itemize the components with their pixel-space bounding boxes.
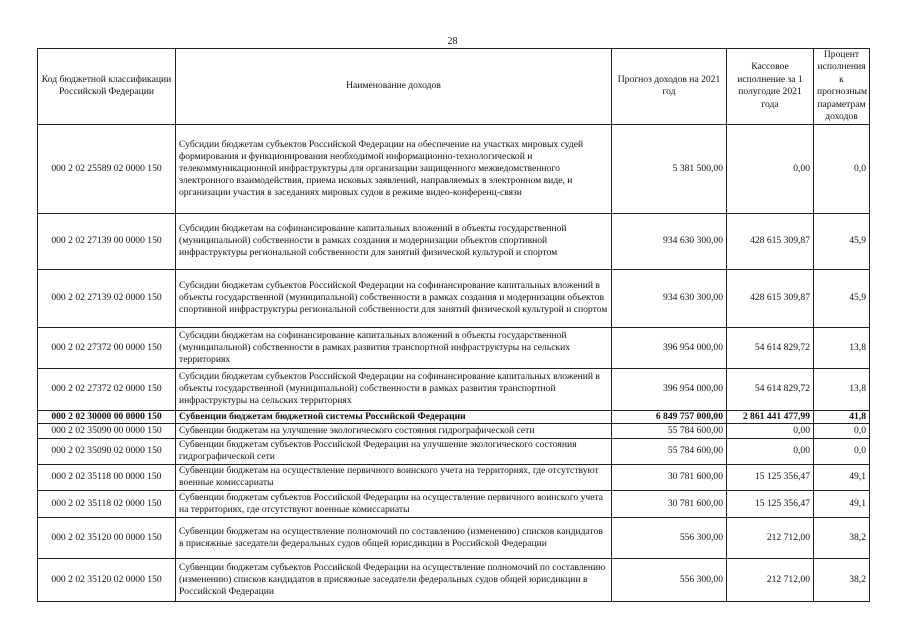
row-name: Субсидии бюджетам субъектов Российской Федерации на софинансирование капитальных вложений в объекты государственной (муниципальной) собственности в рамках создания и модернизации объектов спортивной инфраструктуры региональной собственности для занятий физической культурой и спортом [176,269,612,327]
table-row [38,213,870,269]
row-cash: 0,00 [727,423,814,438]
row-percent: 38,2 [814,517,870,558]
row-percent: 0,0 [814,438,870,464]
row-code: 000 2 02 27139 02 0000 150 [38,269,176,327]
row-cash: 2 861 441 477,99 [727,410,814,423]
table-row [38,438,870,464]
row-cash: 54 614 829,72 [727,368,814,410]
row-percent: 45,9 [814,213,870,269]
row-name: Субвенции бюджетам субъектов Российской Федерации на осуществление полномочий по составлению (изменению) списков кандидатов в присяжные заседатели федеральных судов общей юрисдикции в Российской Федерации [176,558,612,601]
row-cash: 428 615 309,87 [727,269,814,327]
row-forecast: 6 849 757 000,00 [612,410,727,423]
row-percent: 41,8 [814,410,870,423]
row-forecast: 556 300,00 [612,517,727,558]
row-code: 000 2 02 35118 00 0000 150 [38,464,176,490]
table-row [38,464,870,490]
row-code: 000 2 02 35090 00 0000 150 [38,423,176,438]
row-forecast: 30 781 600,00 [612,464,727,490]
row-cash: 428 615 309,87 [727,213,814,269]
row-name: Субвенции бюджетам бюджетной системы Российской Федерации [176,410,612,423]
table-row [38,410,870,423]
row-name: Субсидии бюджетам субъектов Российской Федерации на обеспечение на участках мировых судей формирования и функционирования необходимой информационно-технологической и телекоммуникационной инфраструктуры для организации защищенного межведомственного электронного взаимодействия, приема исковых заявлений, направляемых в электронном виде, и организации участия в заседаниях мировых судов в режиме видео-конференц-связи [176,124,612,213]
row-forecast: 934 630 300,00 [612,269,727,327]
table-row [38,327,870,368]
table-header-row [38,49,870,125]
row-code: 000 2 02 35120 00 0000 150 [38,517,176,558]
row-name: Субвенции бюджетам на улучшение экологического состояния гидрографической сети [176,423,612,438]
row-code: 000 2 02 30000 00 0000 150 [38,410,176,423]
header-cash: Кассовое исполнение за 1 полугодие 2021 года [727,49,814,125]
revenue-table [37,48,870,602]
row-forecast: 30 781 600,00 [612,490,727,517]
page-number: 28 [447,36,458,47]
row-percent: 0,0 [814,124,870,213]
row-cash: 15 125 356,47 [727,490,814,517]
row-forecast: 55 784 600,00 [612,423,727,438]
row-cash: 0,00 [727,124,814,213]
header-name: Наименование доходов [176,49,612,125]
row-percent: 13,8 [814,327,870,368]
row-forecast: 55 784 600,00 [612,438,727,464]
row-name: Субвенции бюджетам на осуществление полномочий по составлению (изменению) списков кандидатов в присяжные заседатели федеральных судов общей юрисдикции в Российской Федерации [176,517,612,558]
row-code: 000 2 02 27372 02 0000 150 [38,368,176,410]
table-row [38,517,870,558]
row-code: 000 2 02 25589 02 0000 150 [38,124,176,213]
row-code: 000 2 02 27139 00 0000 150 [38,213,176,269]
row-code: 000 2 02 35120 02 0000 150 [38,558,176,601]
row-name: Субвенции бюджетам субъектов Российской Федерации на улучшение экологического состояния гидрографической сети [176,438,612,464]
table-row [38,423,870,438]
row-percent: 0,0 [814,423,870,438]
header-code: Код бюджетной классификации Российской Федерации [38,49,176,125]
row-forecast: 396 954 000,00 [612,327,727,368]
row-code: 000 2 02 27372 00 0000 150 [38,327,176,368]
row-name: Субвенции бюджетам субъектов Российской Федерации на осуществление первичного воинского учета на территориях, где отсутствуют военные комиссариаты [176,490,612,517]
row-code: 000 2 02 35118 02 0000 150 [38,490,176,517]
table-body [38,124,870,601]
header-forecast: Прогноз доходов на 2021 год [612,49,727,125]
row-code: 000 2 02 35090 02 0000 150 [38,438,176,464]
row-name: Субсидии бюджетам на софинансирование капитальных вложений в объекты государственной (муниципальной) собственности в рамках создания и модернизации объектов спортивной инфраструктуры региональной собственности для занятий физической культурой и спортом [176,213,612,269]
table-row [38,368,870,410]
row-forecast: 556 300,00 [612,558,727,601]
row-cash: 54 614 829,72 [727,327,814,368]
row-name: Субсидии бюджетам на софинансирование капитальных вложений в объекты государственной (муниципальной) собственности в рамках развития транспортной инфраструктуры на сельских территориях [176,327,612,368]
table-row [38,558,870,601]
row-name: Субвенции бюджетам на осуществление первичного воинского учета на территориях, где отсутствуют военные комиссариаты [176,464,612,490]
row-name: Субсидии бюджетам субъектов Российской Федерации на софинансирование капитальных вложений в объекты государственной (муниципальной) собственности в рамках развития транспортной инфраструктуры на сельских территориях [176,368,612,410]
row-cash: 0,00 [727,438,814,464]
row-cash: 15 125 356,47 [727,464,814,490]
row-percent: 13,8 [814,368,870,410]
row-percent: 38,2 [814,558,870,601]
row-forecast: 934 630 300,00 [612,213,727,269]
row-cash: 212 712,00 [727,558,814,601]
table-row [38,490,870,517]
table-row [38,269,870,327]
table-row [38,124,870,213]
row-percent: 49,1 [814,490,870,517]
row-percent: 45,9 [814,269,870,327]
header-percent: Процент исполнения к прогнозным параметрам доходов [814,49,870,125]
row-cash: 212 712,00 [727,517,814,558]
row-forecast: 5 381 500,00 [612,124,727,213]
row-forecast: 396 954 000,00 [612,368,727,410]
row-percent: 49,1 [814,464,870,490]
